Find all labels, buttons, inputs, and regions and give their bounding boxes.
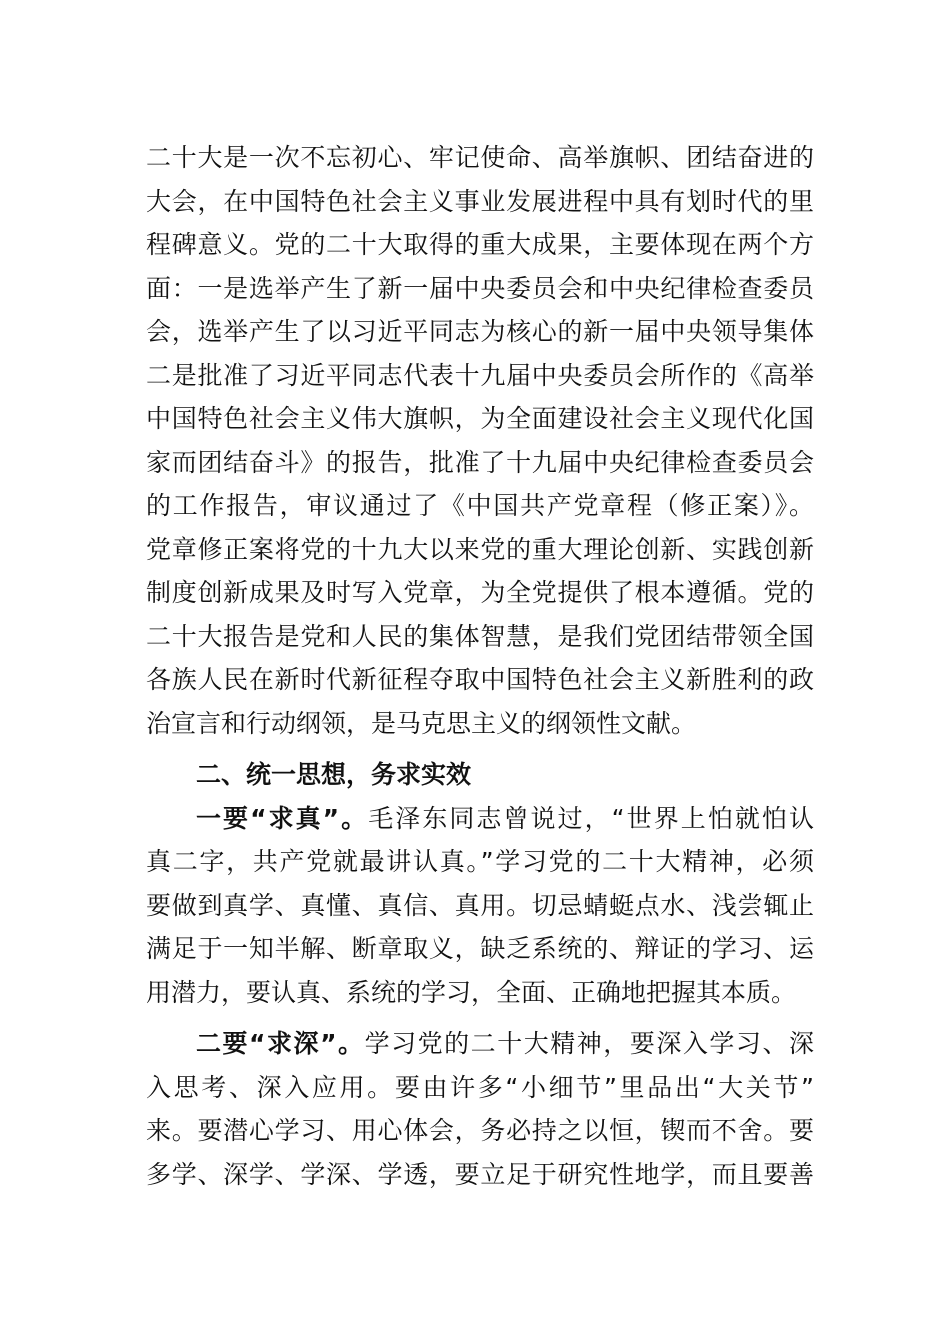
text-line: 各族人民在新时代新征程夺取中国特色社会主义新胜利的政 xyxy=(146,665,814,694)
text-run: 学习党的二十大精神，要深入学习、深 xyxy=(364,1029,814,1058)
paragraph-congress-significance xyxy=(146,136,814,745)
text-line xyxy=(146,797,814,841)
text-line: 入思考、深入应用。要由许多“小细节”里品出“大关节” xyxy=(146,1072,814,1102)
text-line: 家而团结奋斗》的报告，批准了十九届中央纪律检查委员会 xyxy=(146,447,814,477)
text-run: 毛泽东同志曾说过，“世界上怕就怕认 xyxy=(368,803,814,833)
section-heading: 二、统一思想，务求实效 xyxy=(196,760,472,789)
text-line: 二是批准了习近平同志代表十九届中央委员会所作的《高举 xyxy=(146,360,814,390)
subsection-lead: 一要“求真”。 xyxy=(196,803,369,833)
text-line: 治宣言和行动纲领，是马克思主义的纲领性文献。 xyxy=(146,708,697,738)
text-line: 多学、深学、学深、学透，要立足于研究性地学，而且要善 xyxy=(146,1159,814,1189)
text-line: 制度创新成果及时写入党章，为全党提供了根本遵循。党的 xyxy=(146,578,814,607)
text-line: 会，选举产生了以习近平同志为核心的新一届中央领导集体 xyxy=(146,317,814,346)
document-page xyxy=(146,136,814,1196)
text-line: 满足于一知半解、断章取义，缺乏系统的、辩证的学习、运 xyxy=(146,934,814,963)
text-line: 大会，在中国特色社会主义事业发展进程中具有划时代的里 xyxy=(146,186,814,216)
text-line: 二十大报告是党和人民的集体智慧，是我们党团结带领全国 xyxy=(146,621,814,651)
subsection-lead: 二要“求深”。 xyxy=(196,1029,365,1058)
text-line: 的工作报告，审议通过了《中国共产党章程（修正案）》。 xyxy=(146,491,814,520)
text-line xyxy=(146,1022,814,1066)
text-line: 中国特色社会主义伟大旗帜，为全面建设社会主义现代化国 xyxy=(146,404,814,433)
paragraph-seek-depth xyxy=(146,1022,814,1196)
text-line: 用潜力，要认真、系统的学习，全面、正确地把握其本质。 xyxy=(146,977,797,1007)
text-line: 来。要潜心学习、用心体会，务必持之以恒，锲而不舍。要 xyxy=(146,1116,814,1145)
text-line: 真二字，共产党就最讲认真。”学习党的二十大精神，必须 xyxy=(146,847,814,876)
text-line: 二十大是一次不忘初心、牢记使命、高举旗帜、团结奋进的 xyxy=(146,143,814,172)
text-line: 要做到真学、真懂、真信、真用。切忌蜻蜓点水、浅尝辄止 xyxy=(146,890,814,920)
text-line: 面：一是选举产生了新一届中央委员会和中央纪律检查委员 xyxy=(146,273,814,303)
paragraph-seek-truth xyxy=(146,797,814,1015)
text-line: 党章修正案将党的十九大以来党的重大理论创新、实践创新 xyxy=(146,534,814,564)
text-line: 程碑意义。党的二十大取得的重大成果，主要体现在两个方 xyxy=(146,230,814,259)
